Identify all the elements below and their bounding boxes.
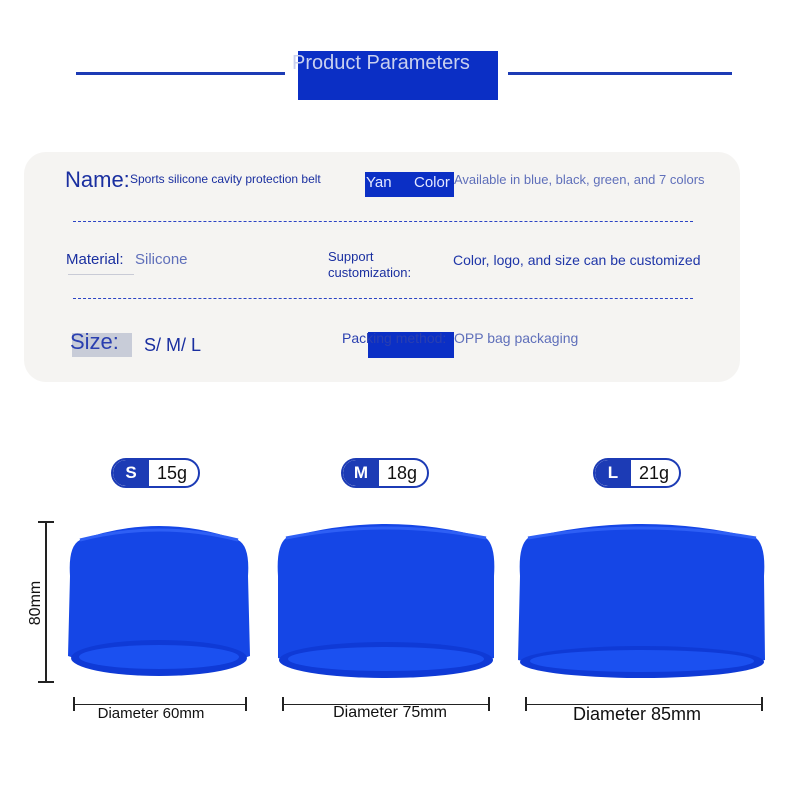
material-underline [68, 274, 134, 275]
size-weight: 21g [639, 463, 670, 483]
packing-value: OPP bag packaging [454, 330, 579, 346]
row-divider-2 [73, 298, 693, 299]
header-rule-right [508, 72, 732, 75]
height-tick-bottom [38, 681, 54, 683]
page-title: Product Parameters [292, 52, 470, 74]
diameter-tick [282, 697, 284, 711]
support-label-line1: Support [328, 249, 374, 264]
diameter-tick [761, 697, 763, 711]
support-value: Color, logo, and size can be customized [453, 252, 701, 268]
color-label-part2: Color [414, 174, 450, 191]
diameter-label-m: Diameter 75mm [333, 704, 447, 721]
size-letter: S [113, 460, 149, 486]
size-weight: 18g [387, 463, 418, 483]
size-value: S/ M/ L [144, 335, 202, 355]
size-letter: L [595, 460, 631, 486]
size-weight: 15g [157, 463, 188, 483]
size-label: Size: [70, 329, 119, 354]
size-pill-m [341, 458, 429, 488]
size-pill-l [593, 458, 681, 488]
diameter-label-l: Diameter 85mm [572, 704, 702, 724]
height-tick-top [38, 521, 54, 523]
diameter-tick [245, 697, 247, 711]
material-value: Silicone [135, 251, 188, 268]
color-label-part1: Yan [366, 174, 392, 191]
header-rule-left [76, 72, 285, 75]
size-pill-s [111, 458, 200, 488]
name-label: Name: [65, 167, 130, 192]
name-value: Sports silicone cavity protection belt [130, 172, 321, 186]
material-label: Material: [66, 251, 124, 268]
color-value: Available in blue, black, green, and 7 colors [454, 172, 705, 187]
support-label-line2: customization: [328, 265, 412, 280]
diameter-label-s: Diameter 60mm [97, 705, 205, 722]
product-band-s [66, 516, 252, 680]
height-dimension-line [45, 522, 47, 682]
product-band-m [274, 516, 498, 680]
product-band-l [516, 516, 768, 680]
diameter-tick [525, 697, 527, 711]
size-letter: M [343, 460, 379, 486]
height-label: 80mm [27, 580, 44, 626]
packing-label: Packing method: [342, 330, 447, 346]
row-divider-1 [73, 221, 693, 222]
